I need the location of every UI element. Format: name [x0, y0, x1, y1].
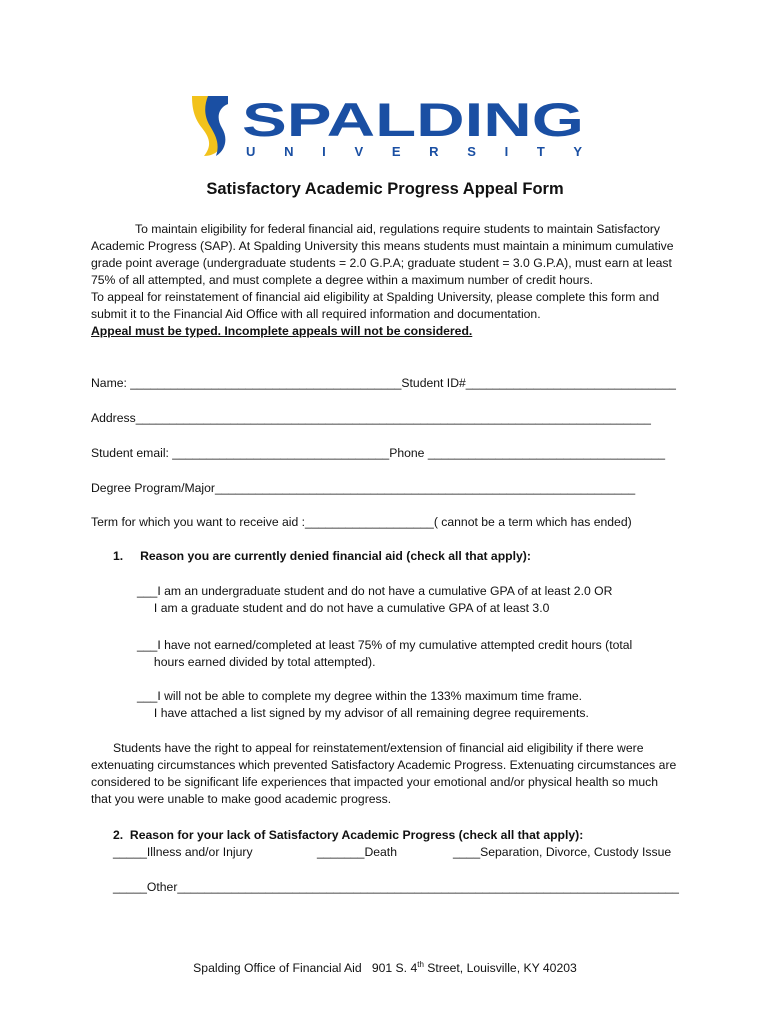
logo-subword: U N I V E R S I T Y [246, 144, 582, 158]
section-1-option-credit-hours[interactable]: ___I have not earned/completed at least 75% of my cumulative attempted credit hours (total hours earned divided by total attempted). [137, 638, 633, 669]
section-2-option-separation[interactable]: ____Separation, Divorce, Custody Issue [453, 845, 672, 859]
section-2-option-death[interactable]: _______Death [317, 845, 397, 859]
footer-street-pre: 901 S. 4 [371, 961, 418, 976]
footer-office: Spalding Office of Financial Aid [193, 961, 362, 976]
email-phone-field[interactable]: Student email: ________________________________Phone ___________________________________ [91, 446, 666, 460]
logo-wordmark: SPALDING [242, 94, 584, 146]
typed-notice: Appeal must be typed. Incomplete appeals will not be considered. [91, 324, 473, 338]
form-title: Satisfactory Academic Progress Appeal Form [206, 180, 564, 198]
section-1-option-gpa[interactable]: ___I am an undergraduate student and do not have a cumulative GPA of at least 2.0 OR I am a graduate student and do not have a cumulative GPA of at least 3.0 [137, 584, 613, 615]
name-student-id-field[interactable]: Name: ________________________________________Student ID#_______________________________ [91, 376, 676, 390]
appeal-rights-paragraph [91, 740, 681, 808]
degree-program-field[interactable]: Degree Program/Major______________________________________________________________ [91, 481, 636, 495]
intro-paragraph-1: To maintain eligibility for federal financial aid, regulations require students to maintain Satisfactory Academic Progress (SAP). At Spalding University this means students must maintain a minimum cumulative grade point average (undergraduate students = 2.0 G.P.A; graduate student = 3.0 G.P.A), must earn at least 75% of all attempted, and must complete a degree within a maximum number of credit hours. [91, 222, 674, 287]
footer-street-post: Street, Louisville, KY 40203 [423, 961, 577, 976]
footer-address [0, 960, 770, 975]
term-field[interactable]: Term for which you want to receive aid :___________________( cannot be a term which has ended) [91, 515, 632, 529]
address-field[interactable]: Address____________________________________________________________________________ [91, 411, 651, 425]
section-2-option-illness[interactable]: _____Illness and/or Injury [113, 845, 253, 859]
intro-paragraph-2: To appeal for reinstatement of financial aid eligibility at Spalding University, please complete this form and submit it to the Financial Aid Office with all required information and documentation. [91, 290, 660, 321]
section-2-option-other[interactable]: _____Other__________________________________________________________________________ [113, 880, 679, 894]
section-1-heading: 1. Reason you are currently denied financial aid (check all that apply): [113, 549, 531, 563]
spalding-university-logo [190, 94, 586, 158]
footer-street-sup: th [417, 960, 424, 969]
section-1-option-max-timeframe[interactable]: ___I will not be able to complete my degree within the 133% maximum time frame. I have attached a list signed by my advisor of all remaining degree requirements. [137, 689, 589, 720]
intro-section [91, 221, 681, 340]
section-2-heading: 2. Reason for your lack of Satisfactory Academic Progress (check all that apply): [113, 828, 584, 842]
appeal-rights-text: Students have the right to appeal for reinstatement/extension of financial aid eligibility if there were extenuating circumstances which prevented Satisfactory Academic Progress. Extenuating circumstances are considered to be significant life experiences that impacted your emotional and/or physical health so much that you were unable to make good academic progress. [91, 741, 677, 806]
swoosh-icon [192, 96, 228, 156]
